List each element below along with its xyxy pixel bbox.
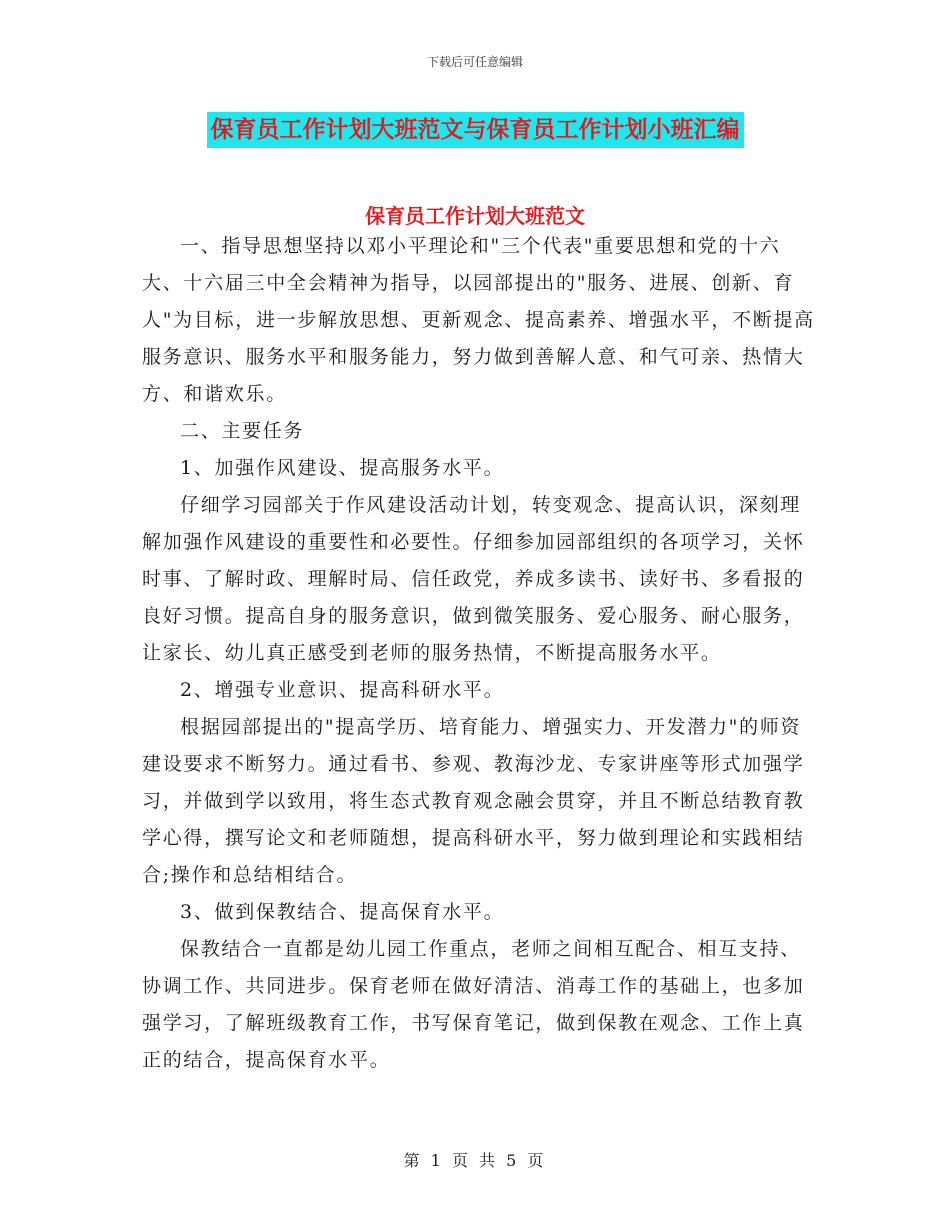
paragraph-task-3: 保教结合一直都是幼儿园工作重点，老师之间相互配合、相互支持、协调工作、共同进步。保育老师在做好清洁、消毒工作的基础上，也多加强学习，了解班级教育工作，书写保育笔记，做到保教在观念、工作上真正的结合，提高保育水平。 [142, 938, 805, 1071]
document-body [142, 228, 818, 1079]
section-title: 保育员工作计划大班范文 [365, 204, 585, 228]
main-title-container [0, 112, 950, 148]
page-header-note: 下载后可任意编辑 [426, 55, 523, 69]
heading-task-1: 1、加强作风建设、提高服务水平。 [180, 457, 505, 479]
page-number: 第 1 页 共 5 页 [403, 1151, 547, 1170]
paragraph-task-1: 仔细学习园部关于作风建设活动计划，转变观念、提高认识，深刻理解加强作风建设的重要性和必要性。仔细参加园部组织的各项学习，关怀时事、了解时政、理解时局、信任政党，养成多读书、读好书、多看报的良好习惯。提高自身的服务意识，做到微笑服务、爱心服务、耐心服务，让家长、幼儿真正感受到老师的服务热情，不断提高服务水平。 [142, 494, 805, 664]
paragraph-guiding-ideology: 一、指导思想坚持以邓小平理论和"三个代表"重要思想和党的十六大、十六届三中全会精神为指导，以园部提出的"服务、进展、创新、育人"为目标，进一步解放思想、更新观念、提高素养、增强水平，不断提高服务意识、服务水平和服务能力，努力做到善解人意、和气可亲、热情大方、和谐欢乐。 [142, 235, 815, 405]
document-title: 保育员工作计划大班范文与保育员工作计划小班汇编 [207, 112, 744, 148]
heading-task-3: 3、做到保教结合、提高保育水平。 [180, 901, 505, 923]
paragraph-task-2: 根据园部提出的"提高学历、培育能力、增强实力、开发潜力"的师资建设要求不断努力。通过看书、参观、教海沙龙、专家讲座等形式加强学习，并做到学以致用，将生态式教育观念融会贯穿，并且不断总结教育教学心得，撰写论文和老师随想，提高科研水平，努力做到理论和实践相结合;操作和总结相结合。 [142, 716, 805, 886]
heading-main-tasks: 二、主要任务 [180, 420, 305, 442]
heading-task-2: 2、增强专业意识、提高科研水平。 [180, 679, 505, 701]
